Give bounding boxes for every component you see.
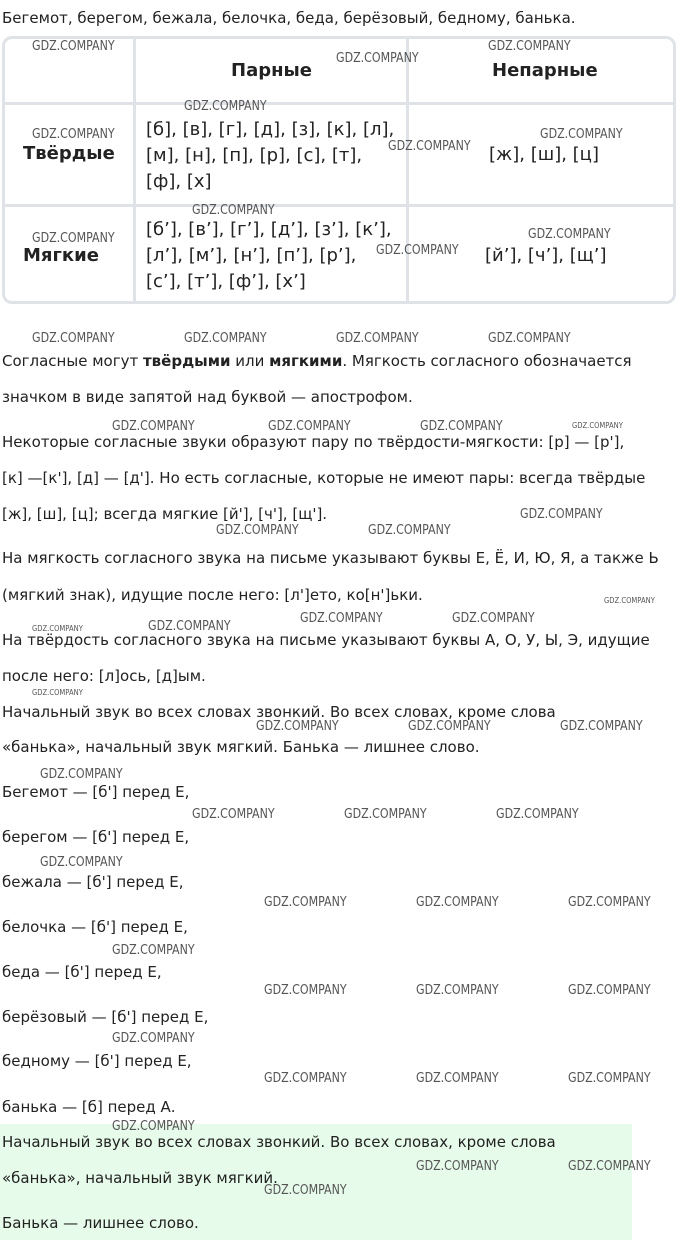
theory-paragraph-1: Согласные могут твёрдыми или мягкими. Мягкость согласного обозначается	[2, 352, 632, 370]
table-divider	[133, 39, 136, 301]
watermark: GDZ.COMPANY	[336, 331, 419, 346]
word-item: белочка — [б'] перед Е,	[2, 918, 188, 936]
theory-paragraph-2-line-3: [ж], [ш], [ц]; всегда мягкие [й'], [ч'], [щ'].	[2, 505, 328, 523]
header-paired: Парные	[231, 60, 313, 81]
watermark: GDZ.COMPANY	[148, 619, 231, 634]
watermark: GDZ.COMPANY	[32, 231, 115, 246]
watermark: GDZ.COMPANY	[336, 51, 419, 66]
watermark: GDZ.COMPANY	[184, 331, 267, 346]
watermark: GDZ.COMPANY	[216, 523, 299, 538]
answer-line-3: Банька — лишнее слово.	[2, 1214, 199, 1232]
watermark: GDZ.COMPANY	[32, 624, 83, 633]
watermark: GDZ.COMPANY	[496, 807, 579, 822]
watermark: GDZ.COMPANY	[568, 895, 651, 910]
watermark: GDZ.COMPANY	[376, 243, 459, 258]
watermark: GDZ.COMPANY	[408, 719, 491, 734]
watermark: GDZ.COMPANY	[256, 719, 339, 734]
watermark: GDZ.COMPANY	[264, 1071, 347, 1086]
row-soft-paired: [б’], [в’], [г’], [д’], [з’], [к’], [л’], [м’], [н’], [п’], [р’], [с’], [т’], [ф’], [х’]	[146, 219, 392, 292]
watermark: GDZ.COMPANY	[300, 611, 383, 626]
theory-paragraph-2-line-2: [к] —[к'], [д] — [д']. Но есть согласные, которые не имеют пары: всегда твёрдые	[2, 469, 646, 487]
theory-paragraph-4-line-2: после него: [л]ось, [д]ым.	[2, 667, 206, 685]
watermark: GDZ.COMPANY	[568, 1159, 651, 1174]
theory-paragraph-2: Некоторые согласные звуки образуют пару по твёрдости-мягкости: [р] — [р'],	[2, 433, 625, 451]
watermark: GDZ.COMPANY	[420, 419, 503, 434]
watermark: GDZ.COMPANY	[112, 419, 195, 434]
watermark: GDZ.COMPANY	[520, 507, 603, 522]
watermark: GDZ.COMPANY	[604, 596, 655, 605]
watermark: GDZ.COMPANY	[416, 983, 499, 998]
word-item: Бегемот — [б'] перед Е,	[2, 783, 190, 801]
row-hard-unpaired: [ж], [ш], [ц]	[489, 144, 599, 165]
watermark: GDZ.COMPANY	[264, 1183, 347, 1198]
watermark: GDZ.COMPANY	[112, 1119, 195, 1134]
watermark: GDZ.COMPANY	[344, 807, 427, 822]
row-soft-label: Мягкие	[23, 245, 99, 266]
header-unpaired: Непарные	[492, 60, 598, 81]
watermark: GDZ.COMPANY	[416, 1159, 499, 1174]
watermark: GDZ.COMPANY	[192, 807, 275, 822]
watermark: GDZ.COMPANY	[572, 421, 623, 430]
theory-paragraph-5-line-2: «банька», начальный звук мягкий. Банька — лишнее слово.	[2, 738, 480, 756]
intro-text: Бегемот, берегом, бежала, белочка, беда, берёзовый, бедному, банька.	[2, 9, 576, 27]
table-divider	[5, 102, 673, 105]
watermark: GDZ.COMPANY	[416, 1071, 499, 1086]
word-item: бежала — [б'] перед Е,	[2, 873, 184, 891]
table-divider	[406, 39, 409, 301]
answer-line-1: Начальный звук во всех словах звонкий. Во всех словах, кроме слова	[2, 1133, 556, 1151]
row-hard-paired: [б], [в], [г], [д], [з], [к], [л], [м], [н], [п], [р], [с], [т], [ф], [х]	[146, 119, 395, 192]
theory-paragraph-5: Начальный звук во всех словах звонкий. Во всех словах, кроме слова	[2, 703, 556, 721]
watermark: GDZ.COMPANY	[40, 767, 123, 782]
watermark: GDZ.COMPANY	[528, 227, 611, 242]
theory-paragraph-4: На твёрдость согласного звука на письме указывают буквы А, О, У, Ы, Э, идущие	[2, 631, 650, 649]
watermark: GDZ.COMPANY	[32, 127, 115, 142]
watermark: GDZ.COMPANY	[488, 331, 571, 346]
consonants-table	[2, 36, 676, 304]
watermark: GDZ.COMPANY	[388, 139, 471, 154]
watermark: GDZ.COMPANY	[452, 611, 535, 626]
watermark: GDZ.COMPANY	[540, 127, 623, 142]
word-item: берегом — [б'] перед Е,	[2, 828, 190, 846]
watermark: GDZ.COMPANY	[32, 39, 115, 54]
watermark: GDZ.COMPANY	[184, 99, 267, 114]
watermark: GDZ.COMPANY	[568, 1071, 651, 1086]
word-item: банька — [б] перед А.	[2, 1098, 176, 1116]
watermark: GDZ.COMPANY	[560, 719, 643, 734]
word-item: беда — [б'] перед Е,	[2, 963, 162, 981]
watermark: GDZ.COMPANY	[32, 688, 83, 697]
watermark: GDZ.COMPANY	[40, 855, 123, 870]
watermark: GDZ.COMPANY	[112, 1031, 195, 1046]
word-item: берёзовый — [б'] перед Е,	[2, 1008, 209, 1026]
watermark: GDZ.COMPANY	[368, 523, 451, 538]
row-hard-label: Твёрдые	[23, 143, 115, 164]
watermark: GDZ.COMPANY	[488, 39, 571, 54]
watermark: GDZ.COMPANY	[32, 331, 115, 346]
watermark: GDZ.COMPANY	[192, 203, 275, 218]
watermark: GDZ.COMPANY	[568, 983, 651, 998]
table-divider	[5, 204, 673, 207]
watermark: GDZ.COMPANY	[112, 943, 195, 958]
watermark: GDZ.COMPANY	[264, 983, 347, 998]
watermark: GDZ.COMPANY	[264, 895, 347, 910]
theory-paragraph-3: На мягкость согласного звука на письме указывают буквы Е, Ё, И, Ю, Я, а также Ь	[2, 549, 659, 567]
theory-paragraph-1-line-2: значком в виде запятой над буквой — апострофом.	[2, 388, 413, 406]
answer-line-2: «банька», начальный звук мягкий.	[2, 1169, 278, 1187]
theory-paragraph-3-line-2: (мягкий знак), идущие после него: [л']ето, ко[н']ьки.	[2, 586, 423, 604]
word-item: бедному — [б'] перед Е,	[2, 1052, 192, 1070]
watermark: GDZ.COMPANY	[416, 895, 499, 910]
row-soft-unpaired: [й’], [ч’], [щ’]	[485, 245, 607, 266]
watermark: GDZ.COMPANY	[268, 419, 351, 434]
